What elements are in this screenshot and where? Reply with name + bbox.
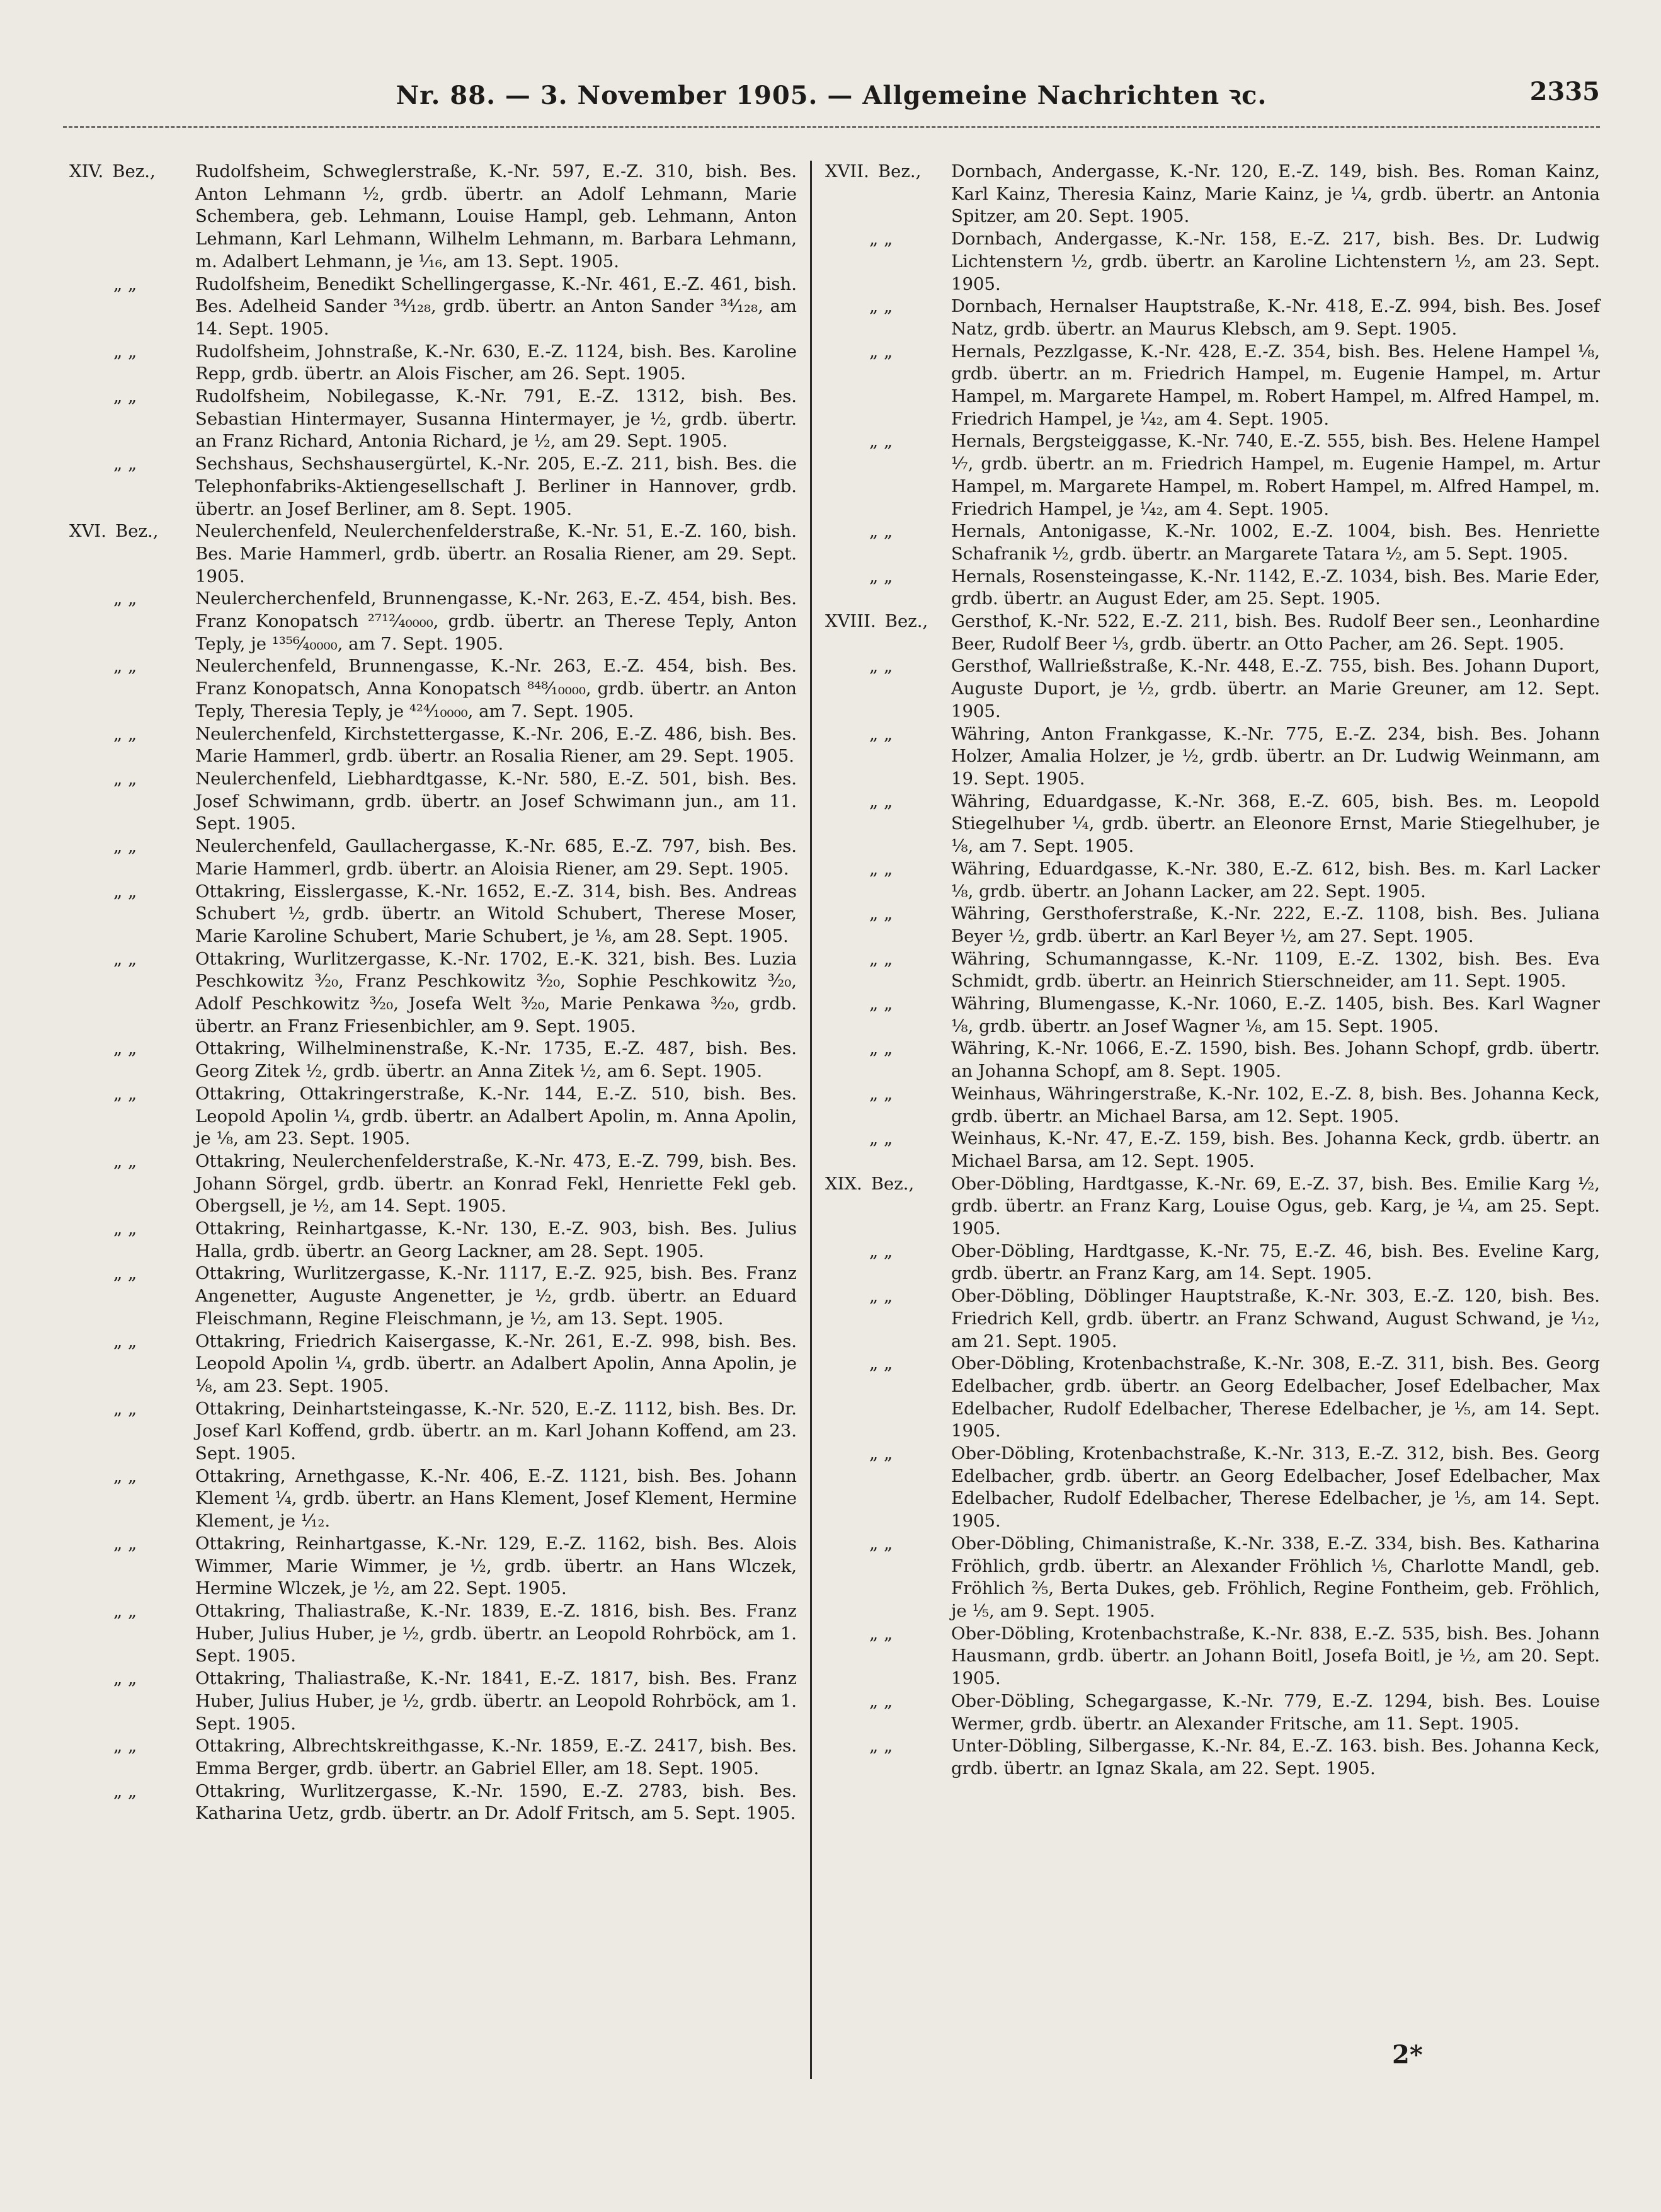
entry-text: Gersthof, K.-Nr. 522, E.-Z. 211, bish. Bes. Rudolf Beer sen., Leonhardine Beer, Rudolf Beer ¹⁄₃, grdb. übertr. an Otto Pacher, am 26. Sept. 1905. (951, 611, 1600, 654)
ditto-mark: „ „ (869, 566, 893, 587)
ditto-mark: „ „ (113, 1083, 137, 1104)
page-title: Nr. 88. — 3. November 1905. — Allgemeine Nachrichten ꝛc. (396, 81, 1267, 110)
ditto-mark: „ „ (113, 273, 137, 294)
ditto-mark: „ „ (113, 1150, 137, 1171)
entry-text: Ober-Döbling, Chimanistraße, K.-Nr. 338, E.-Z. 334, bish. Bes. Katharina Fröhlich, grdb. übertr. an Alexander Fröhlich ¹⁄₅, Charlotte Mandl, geb. Fröhlich ²⁄₅, Berta Dukes, geb. Fröhlich, Regine Fontheim, geb. Fröhlich, je ¹⁄₅, am 9. Sept. 1905. (951, 1533, 1600, 1621)
ditto-mark: „ „ (113, 881, 137, 902)
ditto-mark: „ „ (113, 656, 137, 677)
entry-text: Hernals, Antonigasse, K.-Nr. 1002, E.-Z. 1004, bish. Bes. Henriette Schafranik ½, grdb. übertr. an Margarete Tatara ½, am 5. Sept. 1905. (951, 521, 1600, 564)
register-entry (825, 1173, 1600, 1241)
ditto-mark: „ „ (869, 791, 893, 811)
entry-text: Dornbach, Andergasse, K.-Nr. 158, E.-Z. 217, bish. Bes. Dr. Ludwig Lichtenstern ½, grdb. übertr. an Karoline Lichtenstern ½, am 23. Sept. 1905. (951, 229, 1600, 294)
register-entry (825, 1285, 1600, 1353)
register-entry (825, 791, 1600, 858)
ditto-mark: „ „ (113, 454, 137, 474)
entry-text: Rudolfsheim, Schweglerstraße, K.-Nr. 597, E.-Z. 310, bish. Bes. Anton Lehmann ½, grdb. übertr. an Adolf Lehmann, Marie Schembera, geb. Lehmann, Louise Hampl, geb. Lehmann, Anton Lehmann, Karl Lehmann, Wilhelm Lehmann, m. Barbara Lehmann, m. Adalbert Lehmann, je ¹⁄₁₆, am 13. Sept. 1905. (195, 161, 797, 272)
register-entry (69, 881, 797, 948)
entry-text: Sechshaus, Sechshausergürtel, K.-Nr. 205, E.-Z. 211, bish. Bes. die Telephonfabriks-Aktiengesellschaft J. Berliner in Hannover, grdb. übertr. an Josef Berliner, am 8. Sept. 1905. (195, 454, 797, 519)
register-entry (825, 948, 1600, 993)
entry-text: Rudolfsheim, Benedikt Schellingergasse, K.-Nr. 461, E.-Z. 461, bish. Bes. Adelheid Sander ³⁴⁄₁₂₈, grdb. übertr. an Anton Sander ³⁴⁄₁₂₈, am 14. Sept. 1905. (195, 273, 797, 339)
entry-text: Ottakring, Arnethgasse, K.-Nr. 406, E.-Z. 1121, bish. Bes. Johann Klement ¹⁄₄, grdb. übertr. an Hans Klement, Josef Klement, Hermine Klement, je ¹⁄₁₂. (195, 1465, 797, 1532)
register-entry (69, 655, 797, 723)
register-entry (69, 386, 797, 453)
register-entry (69, 1533, 797, 1600)
entry-text: Ottakring, Wilhelminenstraße, K.-Nr. 1735, E.-Z. 487, bish. Bes. Georg Zitek ½, grdb. übertr. an Anna Zitek ½, am 6. Sept. 1905. (195, 1038, 797, 1082)
ditto-mark: „ „ (869, 1623, 893, 1644)
register-entry (69, 588, 797, 655)
register-entry (69, 1331, 797, 1398)
entry-text: Ottakring, Thaliastraße, K.-Nr. 1839, E.-Z. 1816, bish. Bes. Franz Huber, Julius Huber, je ½, grdb. übertr. an Leopold Rohrböck, am 1. Sept. 1905. (195, 1601, 797, 1666)
register-entry (69, 453, 797, 520)
ditto-mark: „ „ (869, 656, 893, 677)
register-entry (69, 1600, 797, 1668)
register-entry (69, 1780, 797, 1825)
register-entry (825, 1038, 1600, 1082)
register-entry (825, 520, 1600, 565)
register-entry (825, 858, 1600, 903)
ditto-mark: „ „ (869, 858, 893, 879)
register-entry (69, 1150, 797, 1218)
column-divider (810, 161, 812, 2079)
entry-text: Ober-Döbling, Krotenbachstraße, K.-Nr. 308, E.-Z. 311, bish. Bes. Georg Edelbacher, grdb. übertr. an Georg Edelbacher, Josef Edelbacher, Max Edelbacher, Rudolf Edelbacher, Therese Edelbacher, je ¹⁄₅, am 14. Sept. 1905. (951, 1353, 1600, 1441)
register-entry (69, 520, 797, 588)
ditto-mark: „ „ (113, 1780, 137, 1801)
ditto-mark: „ „ (869, 1736, 893, 1756)
ditto-mark: „ „ (869, 1038, 893, 1059)
entry-text: Ober-Döbling, Hardtgasse, K.-Nr. 69, E.-Z. 37, bish. Bes. Emilie Karg ½, grdb. übertr. an Franz Karg, Louise Ogus, geb. Karg, je ¹⁄₄, am 25. Sept. 1905. (951, 1173, 1600, 1239)
entry-text: Ober-Döbling, Krotenbachstraße, K.-Nr. 838, E.-Z. 535, bish. Bes. Johann Hausmann, grdb. übertr. an Johann Boitl, Josefa Boitl, je ½, am 20. Sept. 1905. (951, 1623, 1600, 1689)
page-header (63, 77, 1600, 115)
ditto-mark: „ „ (869, 296, 893, 317)
entry-text: Währing, Gersthoferstraße, K.-Nr. 222, E.-Z. 1108, bish. Bes. Juliana Beyer ½, grdb. übertr. an Karl Beyer ½, am 27. Sept. 1905. (951, 903, 1600, 946)
register-entry (825, 430, 1600, 520)
register-entry (825, 903, 1600, 948)
ditto-mark: „ „ (113, 1601, 137, 1621)
entry-text: Dornbach, Andergasse, K.-Nr. 120, E.-Z. 149, bish. Bes. Roman Kainz, Karl Kainz, Theresia Kainz, Marie Kainz, je ¹⁄₄, grdb. übertr. an Antonia Spitzer, am 20. Sept. 1905. (951, 161, 1600, 227)
entry-text: Hernals, Pezzlgasse, K.-Nr. 428, E.-Z. 354, bish. Bes. Helene Hampel ¹⁄₈, grdb. übertr. an m. Friedrich Hampel, m. Eugenie Hampel, m. Artur Hampel, m. Margarete Hampel, m. Robert Hampel, m. Alfred Hampel, m. Friedrich Hampel, je ¹⁄₄₂, am 4. Sept. 1905. (951, 341, 1600, 429)
district-abbrev: Bez., (877, 161, 922, 181)
register-entry (825, 993, 1600, 1038)
ditto-mark: „ „ (869, 1443, 893, 1464)
entry-text: Neulerchenfeld, Kirchstettergasse, K.-Nr. 206, E.-Z. 486, bish. Bes. Marie Hammerl, grdb. übertr. an Rosalia Riener, am 29. Sept. 1905. (195, 723, 797, 767)
register-entry (825, 1083, 1600, 1128)
entry-text: Ottakring, Wurlitzergasse, K.-Nr. 1702, E.-K. 321, bish. Bes. Luzia Peschkowitz ³⁄₂₀, Franz Peschkowitz ³⁄₂₀, Sophie Peschkowitz ³⁄₂₀, Adolf Peschkowitz ³⁄₂₀, Josefa Welt ³⁄₂₀, Marie Penkawa ³⁄₂₀, grdb. übertr. an Franz Friesenbichler, am 9. Sept. 1905. (195, 948, 797, 1036)
register-entry (69, 768, 797, 835)
ditto-mark: „ „ (113, 1736, 137, 1756)
register-entry (69, 835, 797, 880)
entry-text: Währing, Eduardgasse, K.-Nr. 368, E.-Z. 605, bish. Bes. m. Leopold Stiegelhuber ¹⁄₄, grdb. übertr. an Eleonore Ernst, Marie Stiegelhuber, je ¹⁄₈, am 7. Sept. 1905. (951, 791, 1600, 857)
register-entry (825, 341, 1600, 431)
register-entry (69, 1398, 797, 1465)
entry-text: Hernals, Rosensteingasse, K.-Nr. 1142, E.-Z. 1034, bish. Bes. Marie Eder, grdb. übertr. an August Eder, am 25. Sept. 1905. (951, 566, 1600, 609)
district-number: XIV. (69, 161, 104, 181)
page-number: 2335 (1529, 77, 1600, 106)
register-entry (825, 1735, 1600, 1780)
register-entry (825, 1533, 1600, 1623)
district-number: XVI. (69, 521, 107, 542)
ditto-mark: „ „ (113, 386, 137, 407)
district-abbrev: Bez., (884, 611, 928, 632)
register-entry (69, 1083, 797, 1150)
ditto-mark: „ „ (869, 948, 893, 969)
right-column (825, 161, 1600, 1780)
entry-text: Dornbach, Hernalser Hauptstraße, K.-Nr. 418, E.-Z. 994, bish. Bes. Josef Natz, grdb. übertr. an Maurus Klebsch, am 9. Sept. 1905. (951, 296, 1600, 339)
ditto-mark: „ „ (869, 994, 893, 1014)
entry-text: Währing, Eduardgasse, K.-Nr. 380, E.-Z. 612, bish. Bes. m. Karl Lacker ¹⁄₈, grdb. übertr. an Johann Lacker, am 22. Sept. 1905. (951, 858, 1600, 902)
register-entry (825, 1128, 1600, 1172)
register-entry (69, 1218, 797, 1263)
register-entry (825, 1241, 1600, 1285)
ditto-mark: „ „ (869, 229, 893, 249)
entry-text: Neulercherchenfeld, Brunnengasse, K.-Nr. 263, E.-Z. 454, bish. Bes. Franz Konopatsch ²⁷¹²⁄₄₀₀₀₀, grdb. übertr. an Therese Teply, Anton Teply, je ¹³⁵⁶⁄₄₀₀₀₀, am 7. Sept. 1905. (195, 588, 797, 654)
ditto-mark: „ „ (113, 1263, 137, 1284)
ditto-mark: „ „ (113, 1533, 137, 1554)
ditto-mark: „ „ (113, 768, 137, 789)
ditto-mark: „ „ (113, 588, 137, 609)
entry-text: Ottakring, Neulerchenfelderstraße, K.-Nr. 473, E.-Z. 799, bish. Bes. Johann Sörgel, grdb. übertr. an Konrad Fekl, Henriette Fekl geb. Obergsell, je ½, am 14. Sept. 1905. (195, 1150, 797, 1217)
entry-text: Neulerchenfeld, Liebhardtgasse, K.-Nr. 580, E.-Z. 501, bish. Bes. Josef Schwimann, grdb. übertr. an Josef Schwimann jun., am 11. Sept. 1905. (195, 768, 797, 834)
register-entry (825, 295, 1600, 340)
register-entry (825, 1623, 1600, 1690)
district-marker (825, 161, 939, 183)
ditto-mark: „ „ (869, 1353, 893, 1374)
entry-text: Hernals, Bergsteiggasse, K.-Nr. 740, E.-Z. 555, bish. Bes. Helene Hampel ¹⁄₇, grdb. übertr. an m. Friedrich Hampel, m. Eugenie Hampel, m. Artur Hampel, m. Margarete Hampel, m. Robert Hampel, m. Alfred Hampel, m. Friedrich Hampel, je ¹⁄₄₂, am 4. Sept. 1905. (951, 431, 1600, 519)
ditto-mark: „ „ (113, 948, 137, 969)
register-entry (69, 948, 797, 1038)
entry-text: Ottakring, Eisslergasse, K.-Nr. 1652, E.-Z. 314, bish. Bes. Andreas Schubert ½, grdb. übertr. an Witold Schubert, Therese Moser, Marie Karoline Schubert, Marie Schubert, je ¹⁄₈, am 28. Sept. 1905. (195, 881, 797, 946)
district-marker (69, 161, 192, 183)
register-entry (825, 655, 1600, 723)
ditto-mark: „ „ (869, 1690, 893, 1711)
entry-text: Ottakring, Wurlitzergasse, K.-Nr. 1590, E.-Z. 2783, bish. Bes. Katharina Uetz, grdb. übertr. an Dr. Adolf Fritsch, am 5. Sept. 1905. (195, 1780, 797, 1824)
register-entry (69, 1668, 797, 1735)
ditto-mark: „ „ (869, 1128, 893, 1149)
district-marker (825, 1173, 939, 1196)
entry-text: Ottakring, Deinhartsteingasse, K.-Nr. 520, E.-Z. 1112, bish. Bes. Dr. Josef Karl Koffend, grdb. übertr. an m. Karl Johann Koffend, am 23. Sept. 1905. (195, 1398, 797, 1464)
register-entry (69, 161, 797, 273)
entry-text: Unter-Döbling, Silbergasse, K.-Nr. 84, E.-Z. 163. bish. Bes. Johanna Keck, grdb. übertr. an Ignaz Skala, am 22. Sept. 1905. (951, 1736, 1600, 1779)
signature-mark: 2* (1392, 2040, 1423, 2070)
ditto-mark: „ „ (869, 341, 893, 362)
left-column (69, 161, 797, 1825)
entry-text: Neulerchenfeld, Brunnengasse, K.-Nr. 263, E.-Z. 454, bish. Bes. Franz Konopatsch, Anna Konopatsch ⁸⁴⁸⁄₁₀₀₀₀, grdb. übertr. an Anton Teply, Theresia Teply, je ⁴²⁴⁄₁₀₀₀₀, am 7. Sept. 1905. (195, 656, 797, 721)
district-abbrev: Bez., (115, 521, 159, 542)
ditto-mark: „ „ (869, 1241, 893, 1261)
entry-text: Neulerchenfeld, Neulerchenfelderstraße, K.-Nr. 51, E.-Z. 160, bish. Bes. Marie Hammerl, grdb. übertr. an Rosalia Riener, am 29. Sept. 1905. (195, 521, 797, 587)
register-entry (69, 723, 797, 768)
ditto-mark: „ „ (113, 1331, 137, 1351)
register-entry (825, 1353, 1600, 1443)
entry-text: Ottakring, Ottakringerstraße, K.-Nr. 144, E.-Z. 510, bish. Bes. Leopold Apolin ¹⁄₄, grdb. übertr. an Adalbert Apolin, m. Anna Apolin, je ¹⁄₈, am 23. Sept. 1905. (195, 1083, 797, 1149)
district-abbrev: Bez., (870, 1173, 915, 1194)
ditto-mark: „ „ (113, 1398, 137, 1419)
entry-text: Währing, Blumengasse, K.-Nr. 1060, E.-Z. 1405, bish. Bes. Karl Wagner ¹⁄₈, grdb. übertr. an Josef Wagner ¹⁄₈, am 15. Sept. 1905. (951, 994, 1600, 1036)
register-entry (825, 228, 1600, 295)
register-entry (69, 1465, 797, 1533)
entry-text: Ober-Döbling, Schegargasse, K.-Nr. 779, E.-Z. 1294, bish. Bes. Louise Wermer, grdb. übertr. an Alexander Fritsche, am 11. Sept. 1905. (951, 1690, 1600, 1734)
register-entry (825, 723, 1600, 791)
district-abbrev: Bez., (112, 161, 156, 181)
entry-text: Währing, K.-Nr. 1066, E.-Z. 1590, bish. Bes. Johann Schopf, grdb. übertr. an Johanna Schopf, am 8. Sept. 1905. (951, 1038, 1600, 1082)
ditto-mark: „ „ (869, 903, 893, 924)
header-rule (63, 126, 1600, 128)
entry-text: Ober-Döbling, Hardtgasse, K.-Nr. 75, E.-Z. 46, bish. Bes. Eveline Karg, grdb. übertr. an Franz Karg, am 14. Sept. 1905. (951, 1241, 1600, 1284)
ditto-mark: „ „ (869, 1533, 893, 1554)
entry-text: Ober-Döbling, Döblinger Hauptstraße, K.-Nr. 303, E.-Z. 120, bish. Bes. Friedrich Kell, grdb. übertr. an Franz Schwand, August Schwand, je ¹⁄₁₂, am 21. Sept. 1905. (951, 1286, 1600, 1351)
entry-text: Ottakring, Reinhartgasse, K.-Nr. 129, E.-Z. 1162, bish. Bes. Alois Wimmer, Marie Wimmer, je ½, grdb. übertr. an Hans Wlczek, Hermine Wlczek, je ½, am 22. Sept. 1905. (195, 1533, 797, 1599)
ditto-mark: „ „ (869, 723, 893, 744)
register-entry (825, 1443, 1600, 1533)
district-number: XVII. (825, 161, 869, 181)
ditto-mark: „ „ (869, 1286, 893, 1307)
entry-text: Rudolfsheim, Johnstraße, K.-Nr. 630, E.-Z. 1124, bish. Bes. Karoline Repp, grdb. übertr. an Alois Fischer, am 26. Sept. 1905. (195, 341, 797, 384)
ditto-mark: „ „ (869, 431, 893, 452)
entry-text: Ottakring, Reinhartgasse, K.-Nr. 130, E.-Z. 903, bish. Bes. Julius Halla, grdb. übertr. an Georg Lackner, am 28. Sept. 1905. (195, 1218, 797, 1261)
entry-text: Ottakring, Wurlitzergasse, K.-Nr. 1117, E.-Z. 925, bish. Bes. Franz Angenetter, Auguste Angenetter, je ½, grdb. übertr. an Eduard Fleischmann, Regine Fleischmann, je ½, am 13. Sept. 1905. (195, 1263, 797, 1329)
register-entry (69, 1038, 797, 1082)
ditto-mark: „ „ (113, 341, 137, 362)
entry-text: Neulerchenfeld, Gaullachergasse, K.-Nr. 685, E.-Z. 797, bish. Bes. Marie Hammerl, grdb. übertr. an Aloisia Riener, am 29. Sept. 1905. (195, 836, 797, 879)
ditto-mark: „ „ (113, 723, 137, 744)
register-entry (825, 161, 1600, 228)
ditto-mark: „ „ (869, 1083, 893, 1104)
ditto-mark: „ „ (113, 1038, 137, 1059)
district-number: XVIII. (825, 611, 876, 632)
entry-text: Währing, Schumanngasse, K.-Nr. 1109, E.-Z. 1302, bish. Bes. Eva Schmidt, grdb. übertr. an Heinrich Stierschneider, am 11. Sept. 1905. (951, 948, 1600, 992)
register-entry (825, 1690, 1600, 1735)
register-entry (69, 1735, 797, 1780)
entry-text: Ottakring, Thaliastraße, K.-Nr. 1841, E.-Z. 1817, bish. Bes. Franz Huber, Julius Huber, je ½, grdb. übertr. an Leopold Rohrböck, am 1. Sept. 1905. (195, 1668, 797, 1734)
entry-text: Weinhaus, K.-Nr. 47, E.-Z. 159, bish. Bes. Johanna Keck, grdb. übertr. an Michael Barsa, am 12. Sept. 1905. (951, 1128, 1600, 1171)
ditto-mark: „ „ (113, 1465, 137, 1486)
ditto-mark: „ „ (113, 1668, 137, 1689)
entry-text: Ottakring, Albrechtskreithgasse, K.-Nr. 1859, E.-Z. 2417, bish. Bes. Emma Berger, grdb. übertr. an Gabriel Eller, am 18. Sept. 1905. (195, 1736, 797, 1779)
entry-text: Gersthof, Wallrießstraße, K.-Nr. 448, E.-Z. 755, bish. Bes. Johann Duport, Auguste Duport, je ½, grdb. übertr. an Marie Greuner, am 12. Sept. 1905. (951, 656, 1600, 721)
register-entry (69, 341, 797, 386)
ditto-mark: „ „ (113, 836, 137, 857)
district-marker (825, 610, 939, 633)
entry-text: Ober-Döbling, Krotenbachstraße, K.-Nr. 313, E.-Z. 312, bish. Bes. Georg Edelbacher, grdb. übertr. an Georg Edelbacher, Josef Edelbacher, Max Edelbacher, Rudolf Edelbacher, Therese Edelbacher, je ¹⁄₅, am 14. Sept. 1905. (951, 1443, 1600, 1532)
entry-text: Weinhaus, Währingerstraße, K.-Nr. 102, E.-Z. 8, bish. Bes. Johanna Keck, grdb. übertr. an Michael Barsa, am 12. Sept. 1905. (951, 1083, 1600, 1126)
ditto-mark: „ „ (869, 521, 893, 542)
entry-text: Ottakring, Friedrich Kaisergasse, K.-Nr. 261, E.-Z. 998, bish. Bes. Leopold Apolin ¹⁄₄, grdb. übertr. an Adalbert Apolin, Anna Apolin, je ¹⁄₈, am 23. Sept. 1905. (195, 1331, 797, 1396)
register-entry (825, 610, 1600, 655)
ditto-mark: „ „ (113, 1218, 137, 1239)
district-number: XIX. (825, 1173, 862, 1194)
register-entry (825, 566, 1600, 610)
register-entry (69, 273, 797, 341)
district-marker (69, 520, 192, 543)
entry-text: Währing, Anton Frankgasse, K.-Nr. 775, E.-Z. 234, bish. Bes. Johann Holzer, Amalia Holzer, je ½, grdb. übertr. an Dr. Ludwig Weinmann, am 19. Sept. 1905. (951, 723, 1600, 789)
entry-text: Rudolfsheim, Nobilegasse, K.-Nr. 791, E.-Z. 1312, bish. Bes. Sebastian Hintermayer, Susanna Hintermayer, je ½, grdb. übertr. an Franz Richard, Antonia Richard, je ½, am 29. Sept. 1905. (195, 386, 797, 452)
register-entry (69, 1263, 797, 1330)
